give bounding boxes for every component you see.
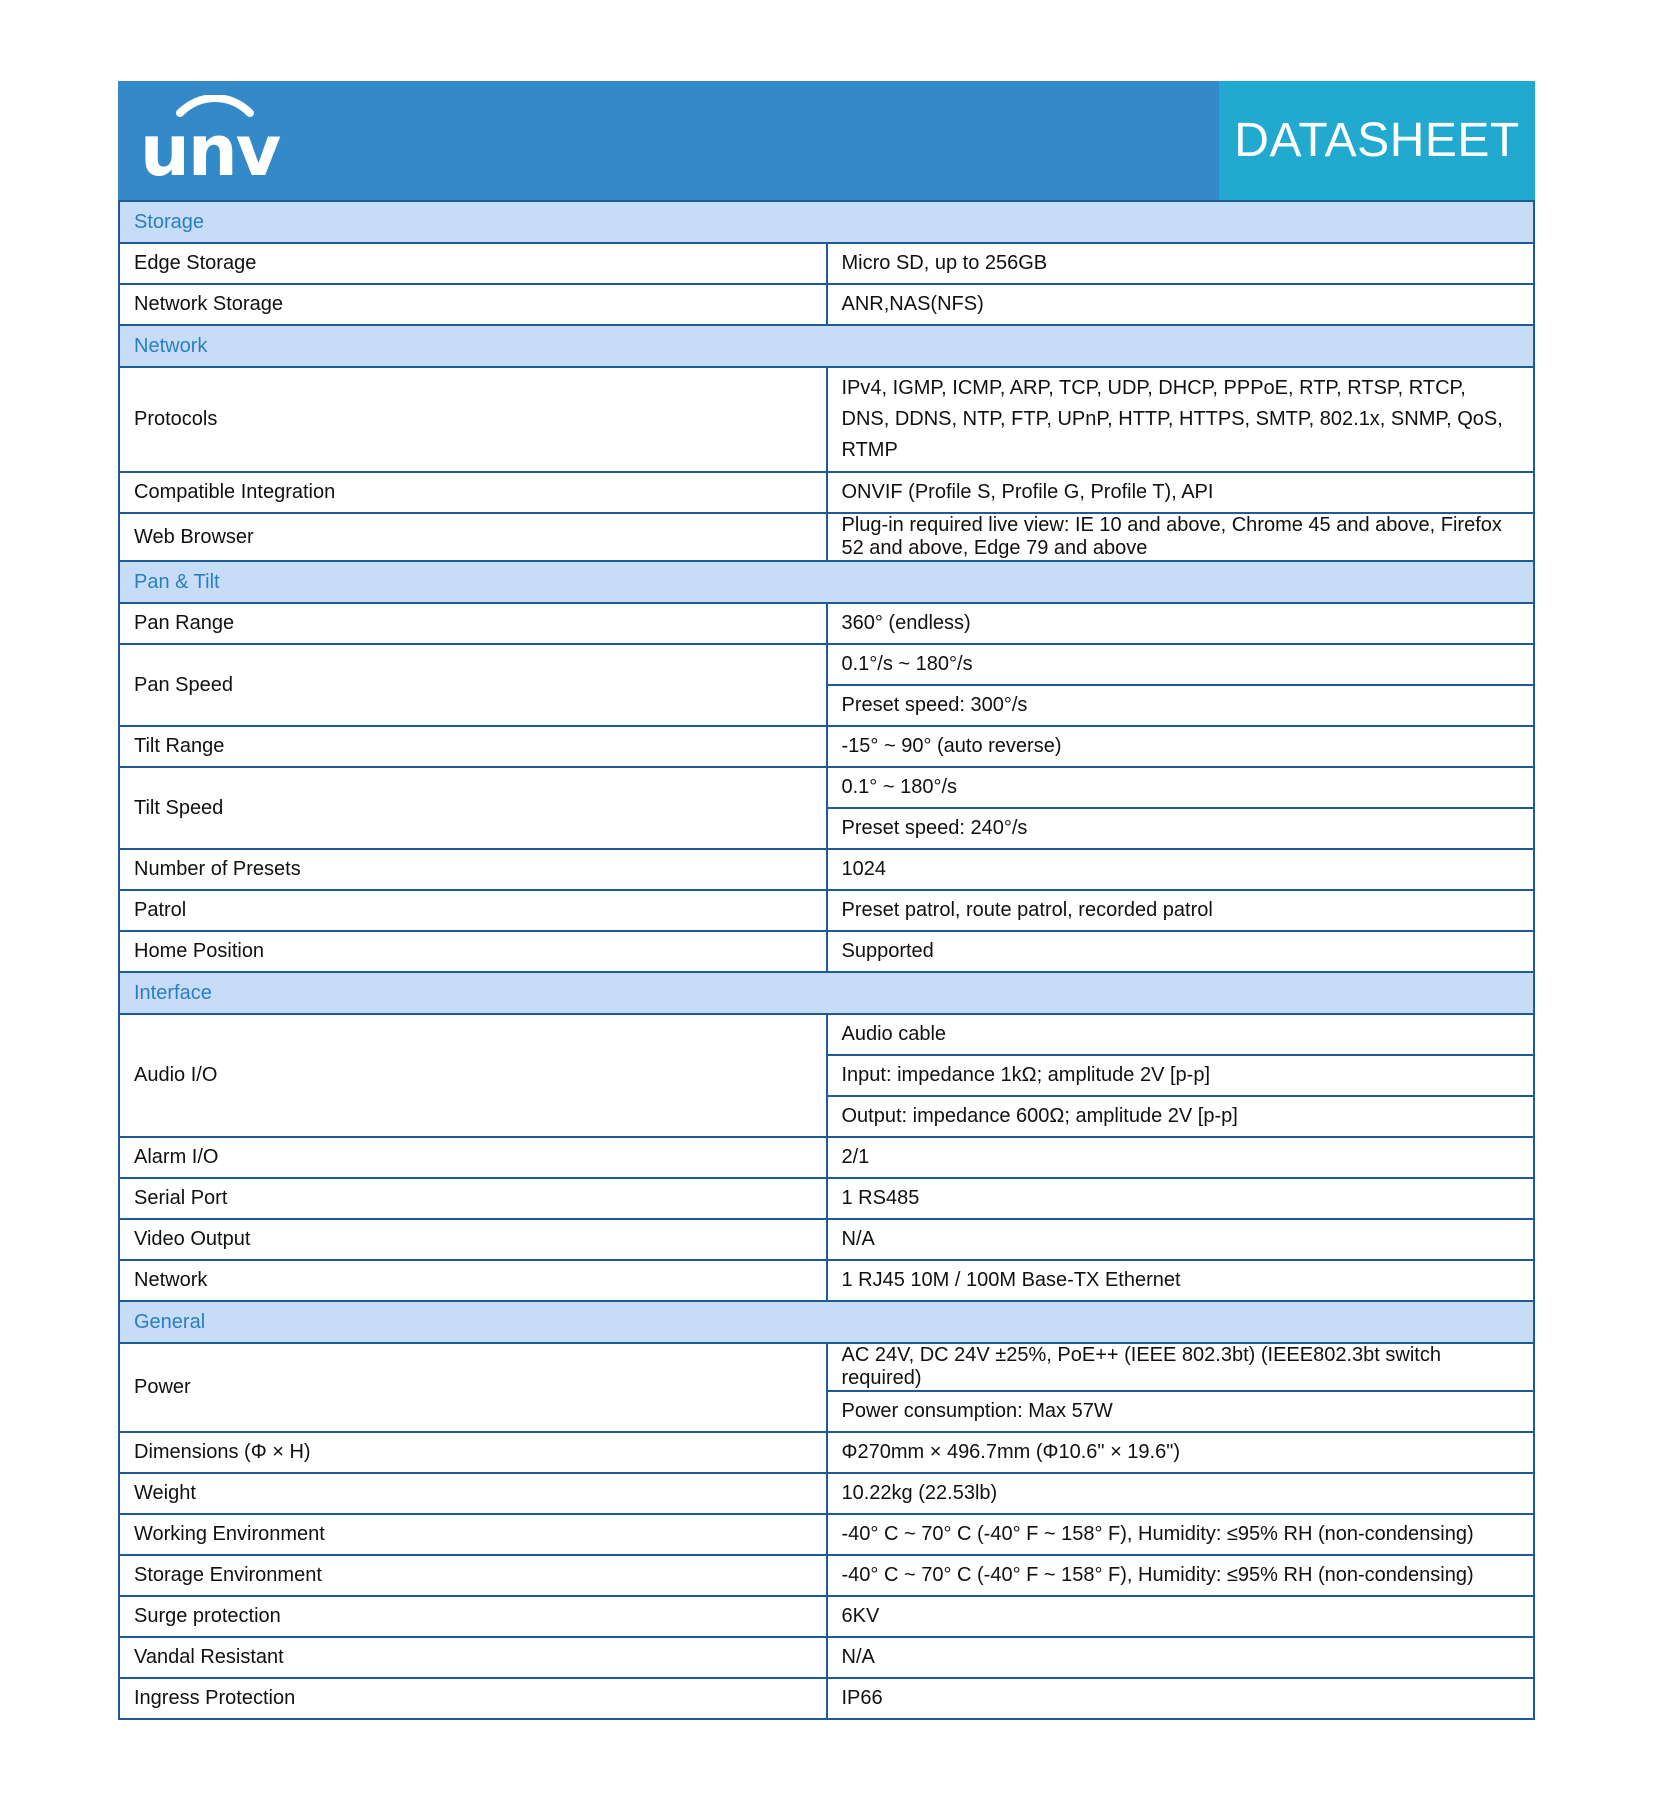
spec-value: N/A <box>827 1219 1535 1260</box>
section-title: Pan & Tilt <box>119 561 1534 603</box>
spec-value: -15° ~ 90° (auto reverse) <box>827 726 1535 767</box>
spec-value: Preset speed: 240°/s <box>827 808 1535 849</box>
spec-row-patrol <box>119 890 1534 931</box>
spec-row-vandal-resistant <box>119 1637 1534 1678</box>
spec-label: Tilt Speed <box>119 767 827 849</box>
spec-row-number-of-presets <box>119 849 1534 890</box>
spec-row-network <box>119 1260 1534 1301</box>
spec-label: Network Storage <box>119 284 827 325</box>
spec-label: Working Environment <box>119 1514 827 1555</box>
spec-value: 2/1 <box>827 1137 1535 1178</box>
spec-value: N/A <box>827 1637 1535 1678</box>
spec-row-storage-environment <box>119 1555 1534 1596</box>
spec-table <box>118 200 1535 1720</box>
spec-row-pan-speed <box>119 644 1534 685</box>
spec-value: Power consumption: Max 57W <box>827 1391 1535 1432</box>
spec-value: -40° C ~ 70° C (-40° F ~ 158° F), Humidity: ≤95% RH (non-condensing) <box>827 1514 1535 1555</box>
spec-row-power <box>119 1343 1534 1391</box>
spec-label: Vandal Resistant <box>119 1637 827 1678</box>
spec-value: IP66 <box>827 1678 1535 1719</box>
spec-value: Output: impedance 600Ω; amplitude 2V [p-p] <box>827 1096 1535 1137</box>
spec-row-video-output <box>119 1219 1534 1260</box>
section-header-interface <box>119 972 1534 1014</box>
spec-label: Tilt Range <box>119 726 827 767</box>
spec-label: Alarm I/O <box>119 1137 827 1178</box>
datasheet-page <box>118 81 1535 1720</box>
spec-row-alarm-i-o <box>119 1137 1534 1178</box>
spec-label: Protocols <box>119 367 827 472</box>
spec-row-tilt-speed <box>119 767 1534 808</box>
spec-value: AC 24V, DC 24V ±25%, PoE++ (IEEE 802.3bt) (IEEE802.3bt switch required) <box>827 1343 1535 1391</box>
spec-value: Supported <box>827 931 1535 972</box>
spec-value: IPv4, IGMP, ICMP, ARP, TCP, UDP, DHCP, PPPoE, RTP, RTSP, RTCP, DNS, DDNS, NTP, FTP, UPnP, HTTP, HTTPS, SMTP, 802.1x, SNMP, QoS, RTMP <box>827 367 1535 472</box>
spec-row-edge-storage <box>119 243 1534 284</box>
datasheet-header <box>118 81 1535 200</box>
spec-row-home-position <box>119 931 1534 972</box>
spec-value: 0.1°/s ~ 180°/s <box>827 644 1535 685</box>
spec-label: Weight <box>119 1473 827 1514</box>
spec-value: Preset speed: 300°/s <box>827 685 1535 726</box>
datasheet-label: DATASHEET <box>1219 81 1535 200</box>
spec-row-tilt-range <box>119 726 1534 767</box>
spec-label: Surge protection <box>119 1596 827 1637</box>
section-header-pan-tilt <box>119 561 1534 603</box>
spec-value: Micro SD, up to 256GB <box>827 243 1535 284</box>
spec-label: Audio I/O <box>119 1014 827 1137</box>
spec-value: Preset patrol, route patrol, recorded patrol <box>827 890 1535 931</box>
spec-value: 1024 <box>827 849 1535 890</box>
spec-row-working-environment <box>119 1514 1534 1555</box>
spec-value: 6KV <box>827 1596 1535 1637</box>
spec-label: Web Browser <box>119 513 827 561</box>
spec-row-network-storage <box>119 284 1534 325</box>
spec-label: Video Output <box>119 1219 827 1260</box>
spec-value: 1 RS485 <box>827 1178 1535 1219</box>
spec-row-surge-protection <box>119 1596 1534 1637</box>
spec-label: Pan Range <box>119 603 827 644</box>
section-title: General <box>119 1301 1534 1343</box>
spec-row-protocols <box>119 367 1534 472</box>
spec-value: Audio cable <box>827 1014 1535 1055</box>
spec-row-serial-port <box>119 1178 1534 1219</box>
spec-label: Patrol <box>119 890 827 931</box>
spec-label: Home Position <box>119 931 827 972</box>
section-header-storage <box>119 201 1534 243</box>
spec-value: ONVIF (Profile S, Profile G, Profile T), API <box>827 472 1535 513</box>
spec-value: 0.1° ~ 180°/s <box>827 767 1535 808</box>
spec-label: Network <box>119 1260 827 1301</box>
spec-value: 360° (endless) <box>827 603 1535 644</box>
spec-label: Storage Environment <box>119 1555 827 1596</box>
section-title: Storage <box>119 201 1534 243</box>
unv-logo <box>140 95 286 187</box>
spec-value: 1 RJ45 10M / 100M Base-TX Ethernet <box>827 1260 1535 1301</box>
svg-text:unv: unv <box>140 110 280 187</box>
spec-label: Edge Storage <box>119 243 827 284</box>
logo-area <box>118 81 1219 200</box>
spec-value: Input: impedance 1kΩ; amplitude 2V [p-p] <box>827 1055 1535 1096</box>
spec-row-weight <box>119 1473 1534 1514</box>
spec-label: Serial Port <box>119 1178 827 1219</box>
section-header-general <box>119 1301 1534 1343</box>
spec-label: Compatible Integration <box>119 472 827 513</box>
spec-label: Pan Speed <box>119 644 827 726</box>
section-header-network <box>119 325 1534 367</box>
spec-value: Plug-in required live view: IE 10 and above, Chrome 45 and above, Firefox 52 and above, Edge 79 and above <box>827 513 1535 561</box>
spec-row-dimensions-h <box>119 1432 1534 1473</box>
spec-label: Ingress Protection <box>119 1678 827 1719</box>
spec-label: Power <box>119 1343 827 1432</box>
spec-row-audio-i-o <box>119 1014 1534 1055</box>
spec-row-pan-range <box>119 603 1534 644</box>
section-title: Network <box>119 325 1534 367</box>
spec-row-compatible-integration <box>119 472 1534 513</box>
spec-value: 10.22kg (22.53lb) <box>827 1473 1535 1514</box>
spec-label: Number of Presets <box>119 849 827 890</box>
spec-label: Dimensions (Φ × H) <box>119 1432 827 1473</box>
spec-row-ingress-protection <box>119 1678 1534 1719</box>
spec-row-web-browser <box>119 513 1534 561</box>
spec-value: -40° C ~ 70° C (-40° F ~ 158° F), Humidity: ≤95% RH (non-condensing) <box>827 1555 1535 1596</box>
section-title: Interface <box>119 972 1534 1014</box>
spec-value: Φ270mm × 496.7mm (Φ10.6" × 19.6") <box>827 1432 1535 1473</box>
spec-value: ANR,NAS(NFS) <box>827 284 1535 325</box>
